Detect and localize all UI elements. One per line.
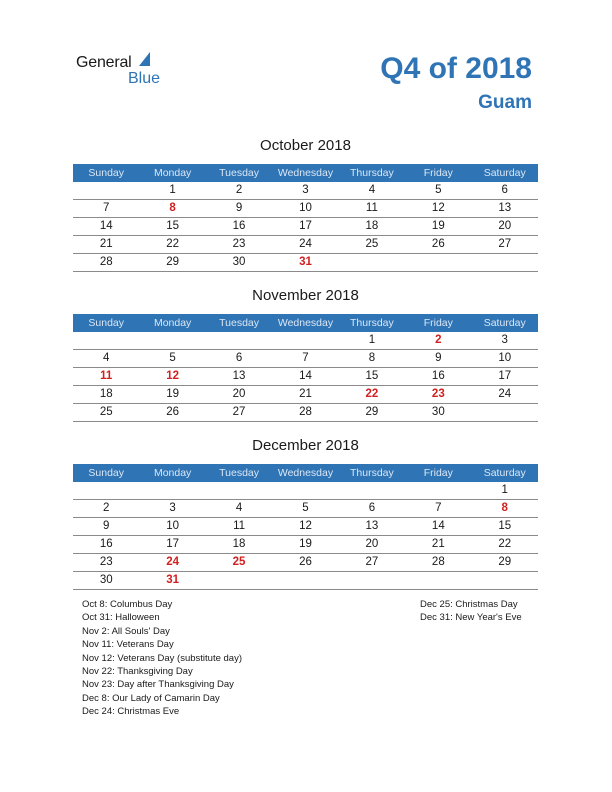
weekday-header — [73, 464, 538, 482]
day-cell: 9 — [235, 202, 243, 214]
weekday-label: Monday — [153, 467, 192, 479]
day-cell: 13 — [232, 370, 246, 382]
day-cell — [339, 572, 405, 589]
holiday-item: Nov 12: Veterans Day (substitute day) — [82, 652, 242, 664]
month-title: November 2018 — [252, 287, 359, 304]
day-cell: 27 — [498, 238, 512, 250]
day-cell: 23 — [232, 238, 246, 250]
holiday-day-cell: 22 — [365, 388, 379, 400]
day-cell: 20 — [232, 388, 246, 400]
day-cell — [472, 572, 538, 589]
week-row — [73, 368, 538, 386]
day-cell — [206, 572, 272, 589]
day-cell: 15 — [498, 520, 512, 532]
holiday-day-cell: 8 — [169, 202, 176, 214]
day-cell — [272, 482, 338, 499]
day-cell: 21 — [99, 238, 113, 250]
day-cell: 30 — [99, 574, 113, 586]
day-cell: 21 — [431, 538, 445, 550]
weekday-label: Monday — [153, 317, 192, 329]
day-cell: 16 — [431, 370, 445, 382]
day-cell — [405, 482, 471, 499]
day-cell: 21 — [299, 388, 312, 400]
week-row — [73, 404, 538, 422]
week-row — [73, 500, 538, 518]
day-cell: 14 — [431, 520, 445, 532]
day-cell — [272, 332, 338, 349]
day-cell: 25 — [99, 406, 113, 418]
day-cell — [339, 482, 405, 499]
week-row — [73, 182, 538, 200]
holiday-item: Dec 31: New Year's Eve — [420, 612, 522, 624]
day-cell: 14 — [99, 220, 113, 232]
day-cell: 16 — [99, 538, 113, 550]
day-cell: 30 — [431, 406, 445, 418]
day-cell: 29 — [166, 256, 180, 268]
week-row — [73, 572, 538, 590]
weekday-label: Wednesday — [277, 467, 334, 479]
holiday-day-cell: 24 — [166, 556, 180, 568]
day-cell: 22 — [498, 538, 512, 550]
holiday-list-left — [82, 598, 242, 719]
weekday-label: Sunday — [88, 167, 125, 179]
day-cell — [73, 332, 139, 349]
holiday-item: Dec 24: Christmas Eve — [82, 706, 180, 718]
weekday-label: Sunday — [88, 467, 125, 479]
day-cell: 15 — [166, 220, 180, 232]
day-cell: 20 — [498, 220, 512, 232]
weekday-label: Sunday — [88, 317, 125, 329]
day-cell: 24 — [299, 238, 312, 250]
week-row — [73, 332, 538, 350]
day-cell — [206, 482, 272, 499]
day-cell: 8 — [368, 352, 376, 364]
weekday-label: Friday — [423, 167, 453, 179]
day-cell: 29 — [365, 406, 379, 418]
day-cell: 7 — [435, 502, 442, 514]
day-cell: 27 — [232, 406, 246, 418]
day-cell: 14 — [299, 370, 312, 382]
holiday-item: Nov 2: All Souls' Day — [82, 625, 170, 637]
day-cell: 10 — [498, 352, 512, 364]
day-cell: 2 — [235, 184, 243, 196]
day-cell: 3 — [169, 502, 176, 514]
day-cell: 17 — [498, 370, 512, 382]
page-title: Q4 of 2018 — [380, 52, 532, 85]
logo — [76, 52, 176, 92]
logo-general-text: General — [76, 54, 132, 71]
day-cell: 6 — [501, 184, 508, 196]
day-cell: 4 — [368, 184, 376, 196]
day-cell: 10 — [299, 202, 312, 214]
day-cell: 4 — [235, 502, 243, 514]
week-row — [73, 386, 538, 404]
week-row — [73, 554, 538, 572]
day-cell: 29 — [498, 556, 512, 568]
week-row — [73, 482, 538, 500]
weekday-label: Saturday — [483, 467, 526, 479]
holiday-day-cell: 8 — [501, 502, 508, 514]
weekday-label: Tuesday — [219, 167, 259, 179]
day-cell: 6 — [368, 502, 376, 514]
holiday-day-cell: 31 — [299, 256, 312, 268]
day-cell: 24 — [498, 388, 512, 400]
weekday-label: Wednesday — [277, 317, 334, 329]
day-cell: 27 — [365, 556, 379, 568]
day-cell: 11 — [365, 202, 378, 214]
month-title: October 2018 — [260, 137, 351, 154]
day-cell: 9 — [435, 352, 442, 364]
day-cell — [472, 404, 538, 421]
holiday-item: Nov 11: Veterans Day — [82, 639, 174, 651]
holiday-item: Oct 8: Columbus Day — [82, 599, 173, 610]
day-cell: 5 — [435, 184, 442, 196]
day-cell: 5 — [169, 352, 176, 364]
month-calendar — [73, 436, 538, 590]
logo-blue-text: Blue — [128, 70, 161, 87]
weekday-label: Friday — [423, 467, 453, 479]
day-cell: 6 — [235, 352, 243, 364]
day-cell: 7 — [302, 352, 309, 364]
day-cell: 17 — [299, 220, 312, 232]
day-cell: 9 — [103, 520, 110, 532]
day-cell: 26 — [431, 238, 445, 250]
holiday-day-cell: 31 — [166, 574, 180, 586]
day-cell: 1 — [169, 184, 176, 196]
day-cell — [139, 482, 205, 499]
day-cell: 22 — [166, 238, 180, 250]
weekday-label: Saturday — [483, 167, 526, 179]
holiday-item: Nov 23: Day after Thanksgiving Day — [82, 679, 234, 691]
week-row — [73, 236, 538, 254]
day-cell: 5 — [302, 502, 309, 514]
day-cell: 1 — [368, 334, 376, 346]
weekday-label: Tuesday — [219, 467, 259, 479]
day-cell: 28 — [431, 556, 445, 568]
logo-triangle-icon — [139, 52, 150, 66]
weekday-label: Tuesday — [219, 317, 259, 329]
week-row — [73, 518, 538, 536]
weekday-header — [73, 164, 538, 182]
day-cell: 28 — [299, 406, 312, 418]
holiday-item: Dec 8: Our Lady of Camarin Day — [82, 692, 220, 704]
day-cell — [472, 254, 538, 271]
day-cell: 30 — [232, 256, 246, 268]
week-row — [73, 536, 538, 554]
day-cell — [339, 254, 405, 271]
holiday-day-cell: 23 — [431, 388, 445, 400]
day-cell: 19 — [166, 388, 180, 400]
week-row — [73, 350, 538, 368]
week-row — [73, 254, 538, 272]
weekday-header — [73, 314, 538, 332]
day-cell — [139, 332, 205, 349]
day-cell: 13 — [365, 520, 379, 532]
week-row — [73, 218, 538, 236]
page-subtitle: Guam — [478, 92, 532, 113]
day-cell — [206, 332, 272, 349]
day-cell: 3 — [501, 334, 508, 346]
day-cell: 10 — [166, 520, 180, 532]
day-cell: 26 — [299, 556, 312, 568]
weekday-label: Thursday — [350, 467, 394, 479]
week-row — [73, 200, 538, 218]
day-cell: 2 — [103, 502, 110, 514]
day-cell: 16 — [232, 220, 246, 232]
day-cell: 7 — [103, 202, 110, 214]
day-cell: 18 — [365, 220, 379, 232]
day-cell: 19 — [299, 538, 312, 550]
weekday-label: Wednesday — [277, 167, 334, 179]
weekday-label: Saturday — [483, 317, 526, 329]
holiday-item: Dec 25: Christmas Day — [420, 599, 518, 610]
holiday-day-cell: 2 — [435, 334, 442, 346]
day-cell: 18 — [232, 538, 246, 550]
day-cell: 12 — [431, 202, 445, 214]
day-cell: 15 — [365, 370, 379, 382]
day-cell — [73, 182, 139, 199]
weekday-label: Thursday — [350, 317, 394, 329]
day-cell: 1 — [501, 484, 508, 496]
weekday-label: Thursday — [350, 167, 394, 179]
day-cell: 4 — [103, 352, 110, 364]
day-cell: 28 — [99, 256, 113, 268]
day-cell: 3 — [302, 184, 309, 196]
day-cell: 11 — [233, 520, 246, 532]
day-cell: 19 — [431, 220, 445, 232]
weekday-label: Monday — [153, 167, 192, 179]
weekday-label: Friday — [423, 317, 453, 329]
day-cell: 23 — [99, 556, 113, 568]
holiday-item: Nov 22: Thanksgiving Day — [82, 666, 193, 678]
month-calendar — [73, 136, 538, 272]
day-cell: 20 — [365, 538, 379, 550]
day-cell — [73, 482, 139, 499]
day-cell — [405, 254, 471, 271]
day-cell: 25 — [365, 238, 379, 250]
day-cell — [405, 572, 471, 589]
holiday-day-cell: 11 — [100, 370, 113, 382]
day-cell — [272, 572, 338, 589]
month-calendar — [73, 286, 538, 422]
holiday-list-right — [420, 598, 522, 625]
holiday-item: Oct 31: Halloween — [82, 612, 160, 624]
day-cell: 17 — [166, 538, 180, 550]
day-cell: 13 — [498, 202, 512, 214]
holiday-day-cell: 12 — [166, 370, 180, 382]
day-cell: 12 — [299, 520, 312, 532]
day-cell: 26 — [166, 406, 180, 418]
holiday-day-cell: 25 — [232, 556, 246, 568]
day-cell: 18 — [99, 388, 113, 400]
month-title: December 2018 — [252, 437, 359, 454]
